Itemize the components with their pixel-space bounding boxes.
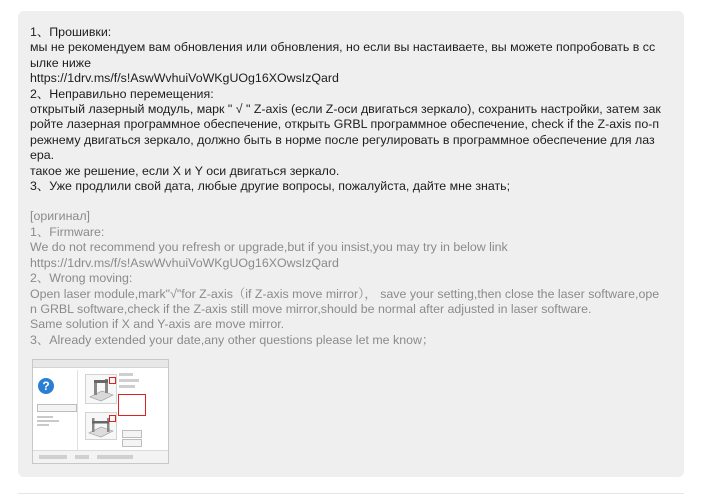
help-icon: ? — [38, 378, 54, 394]
message-line: мы не рекомендуем вам обновления или обновления, но если вы настаиваете, вы можете попробовать в сс — [30, 40, 656, 55]
translated-text — [30, 25, 672, 194]
footer-field — [97, 455, 133, 459]
panel-divider — [77, 370, 78, 450]
message-line: открытый лазерный модуль, марк " √ " Z-axis (если Z-оси двигаться зеркало), сохранить настройки, затем зак — [30, 102, 661, 117]
message-line: 2、Неправильно перемещения: — [30, 86, 214, 101]
thumbnail-line — [37, 420, 59, 422]
divider — [18, 493, 684, 494]
setting-field — [119, 379, 139, 382]
footer-field — [39, 455, 67, 459]
link-text: https://1drv.ms/f/s!AswWvhuiVoWKgUOg16XOwsIzQard — [30, 71, 339, 86]
link-text: https://1drv.ms/f/s!AswWvhuiVoWKgUOg16XOwsIzQard — [30, 255, 339, 270]
message-line: n GRBL software,check if the Z-axis still move mirror,should be normal after adjusted in laser software. — [30, 301, 592, 316]
original-text — [30, 209, 672, 348]
thumbnail-button — [122, 439, 142, 447]
message-bubble — [18, 11, 684, 477]
setting-field — [119, 373, 133, 376]
message-line: ера. — [30, 148, 55, 163]
window-titlebar — [33, 360, 168, 368]
message-line: We do not recommend you refresh or upgrade,but if you insist,you may try in below link — [30, 240, 508, 255]
thumbnail-line — [37, 416, 53, 418]
thumbnail-line — [37, 424, 49, 426]
highlight-box — [118, 394, 146, 416]
message-line: 1、Прошивки: — [30, 25, 112, 39]
message-line: 3、Already extended your date,any other questions please let me know； — [30, 332, 435, 347]
message-line: Open laser module,mark"√"for Z-axis（if Z-axis move mirror）， save your setting,then close the laser software,ope — [30, 286, 660, 301]
original-label: [оригинал] — [30, 209, 90, 224]
footer-field — [75, 455, 89, 459]
message-line: такое же решение, если X и Y оси двигаться зеркало. — [30, 163, 340, 178]
message-line: 2、Wrong moving: — [30, 271, 133, 286]
message-line: ылке ниже — [30, 55, 91, 70]
thumbnail-button — [37, 404, 77, 412]
red-checkbox — [109, 415, 116, 422]
message-line: ройте лазерная программное обеспечение, открыть GRBL программное обеспечение, check if the Z-axis по-п — [30, 117, 660, 132]
message-line: режнему двигаться зеркало, должно быть в норме после регулировать в программное обеспечение для лаз — [30, 132, 655, 147]
thumbnail-button — [122, 430, 142, 438]
screenshot-attachment[interactable] — [32, 359, 169, 464]
setting-field — [119, 385, 135, 388]
message-line: 1、Firmware: — [30, 224, 105, 239]
message-line: 3、Уже продлили свой дата, любые другие вопросы, пожалуйста, дайте мне знать; — [30, 179, 511, 194]
red-checkbox — [109, 377, 116, 384]
message-line: Same solution if X and Y-axis are move mirror. — [30, 317, 285, 332]
